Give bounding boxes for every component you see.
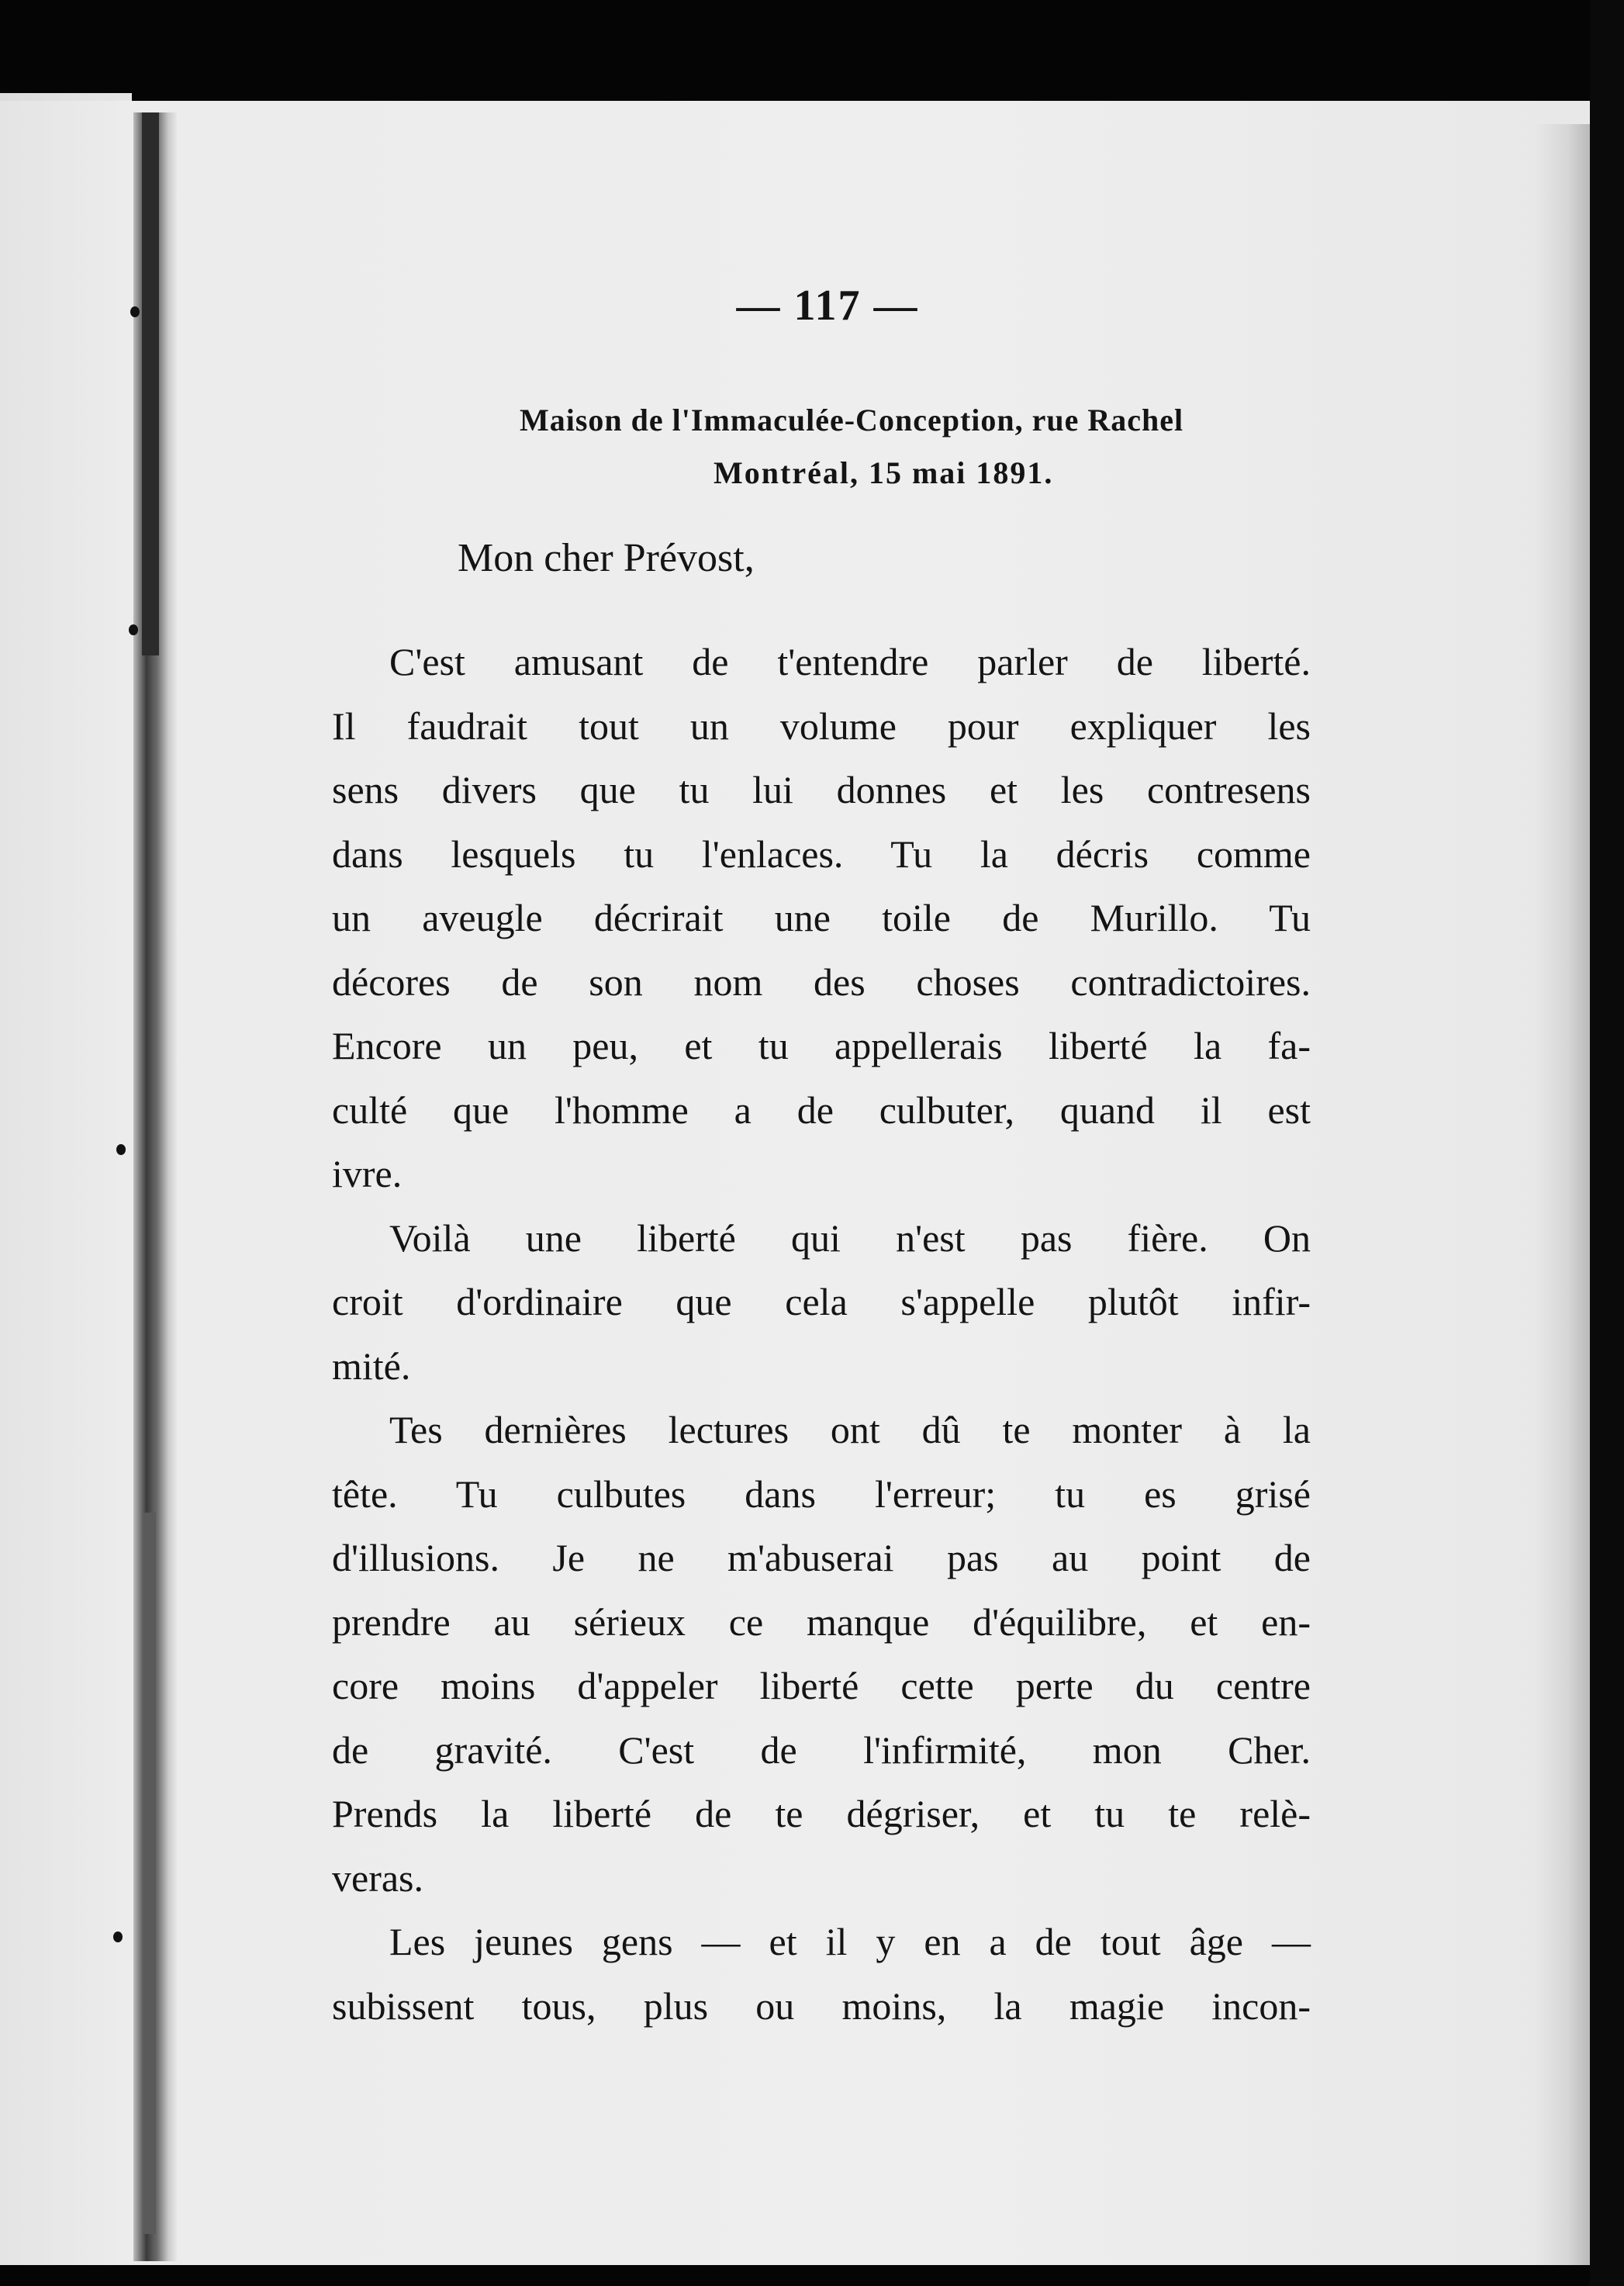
- binding-dark-strip: [142, 112, 159, 655]
- text-line: un aveugle décrirait une toile de Murillo. Tu: [332, 896, 1311, 939]
- text-line: d'illusions. Je ne m'abuserai pas au point de: [332, 1536, 1311, 1579]
- letter-address-line-1: Maison de l'Immaculée-Conception, rue Rachel: [520, 403, 1184, 437]
- text-line: C'est amusant de t'entendre parler de liberté.: [389, 640, 1311, 683]
- letter-body: [332, 630, 1311, 2038]
- page-number: — 117 —: [736, 282, 919, 330]
- text-line: croit d'ordinaire que cela s'appelle plutôt infir-: [332, 1280, 1311, 1323]
- text-line: de gravité. C'est de l'infirmité, mon Cher.: [332, 1727, 1311, 1772]
- text-line: décores de son nom des choses contradictoires.: [332, 960, 1311, 1004]
- text-line: sens divers que tu lui donnes et les contresens: [332, 768, 1311, 811]
- letter-date-line: Montréal, 15 mai 1891.: [714, 455, 1054, 490]
- text-line: core moins d'appeler liberté cette perte du centre: [332, 1664, 1311, 1707]
- text-line: tête. Tu culbutes dans l'erreur; tu es grisé: [332, 1472, 1311, 1516]
- right-scan-border: [1590, 0, 1624, 2286]
- text-line: Tes dernières lectures ont dû te monter à la: [389, 1408, 1311, 1451]
- text-line: Voilà une liberté qui n'est pas fière. On: [389, 1216, 1311, 1260]
- binding-hole-mark: [129, 624, 138, 635]
- text-line: ivre.: [332, 1152, 403, 1195]
- right-page-shade: [1534, 124, 1590, 2265]
- binding-dark-strip-lower: [143, 1513, 156, 2234]
- text-line: mité.: [332, 1344, 411, 1388]
- text-line: Il faudrait tout un volume pour expliquer les: [332, 704, 1311, 748]
- text-line: culté que l'homme a de culbuter, quand il est: [332, 1088, 1311, 1132]
- text-line: veras.: [332, 1855, 423, 1900]
- binding-hole-mark: [116, 1144, 126, 1155]
- text-line: Encore un peu, et tu appellerais liberté la fa-: [332, 1024, 1311, 1067]
- text-line: Prends la liberté de te dégriser, et tu te relè-: [332, 1792, 1311, 1835]
- letter-salutation: Mon cher Prévost,: [458, 536, 755, 580]
- text-line: dans lesquels tu l'enlaces. Tu la décris comme: [332, 832, 1311, 876]
- text-line: Les jeunes gens — et il y en a de tout âge —: [389, 1920, 1311, 1963]
- text-line: prendre au sérieux ce manque d'équilibre, et en-: [332, 1600, 1311, 1644]
- text-line: subissent tous, plus ou moins, la magie incon-: [332, 1983, 1311, 2028]
- binding-hole-mark: [113, 1932, 123, 1942]
